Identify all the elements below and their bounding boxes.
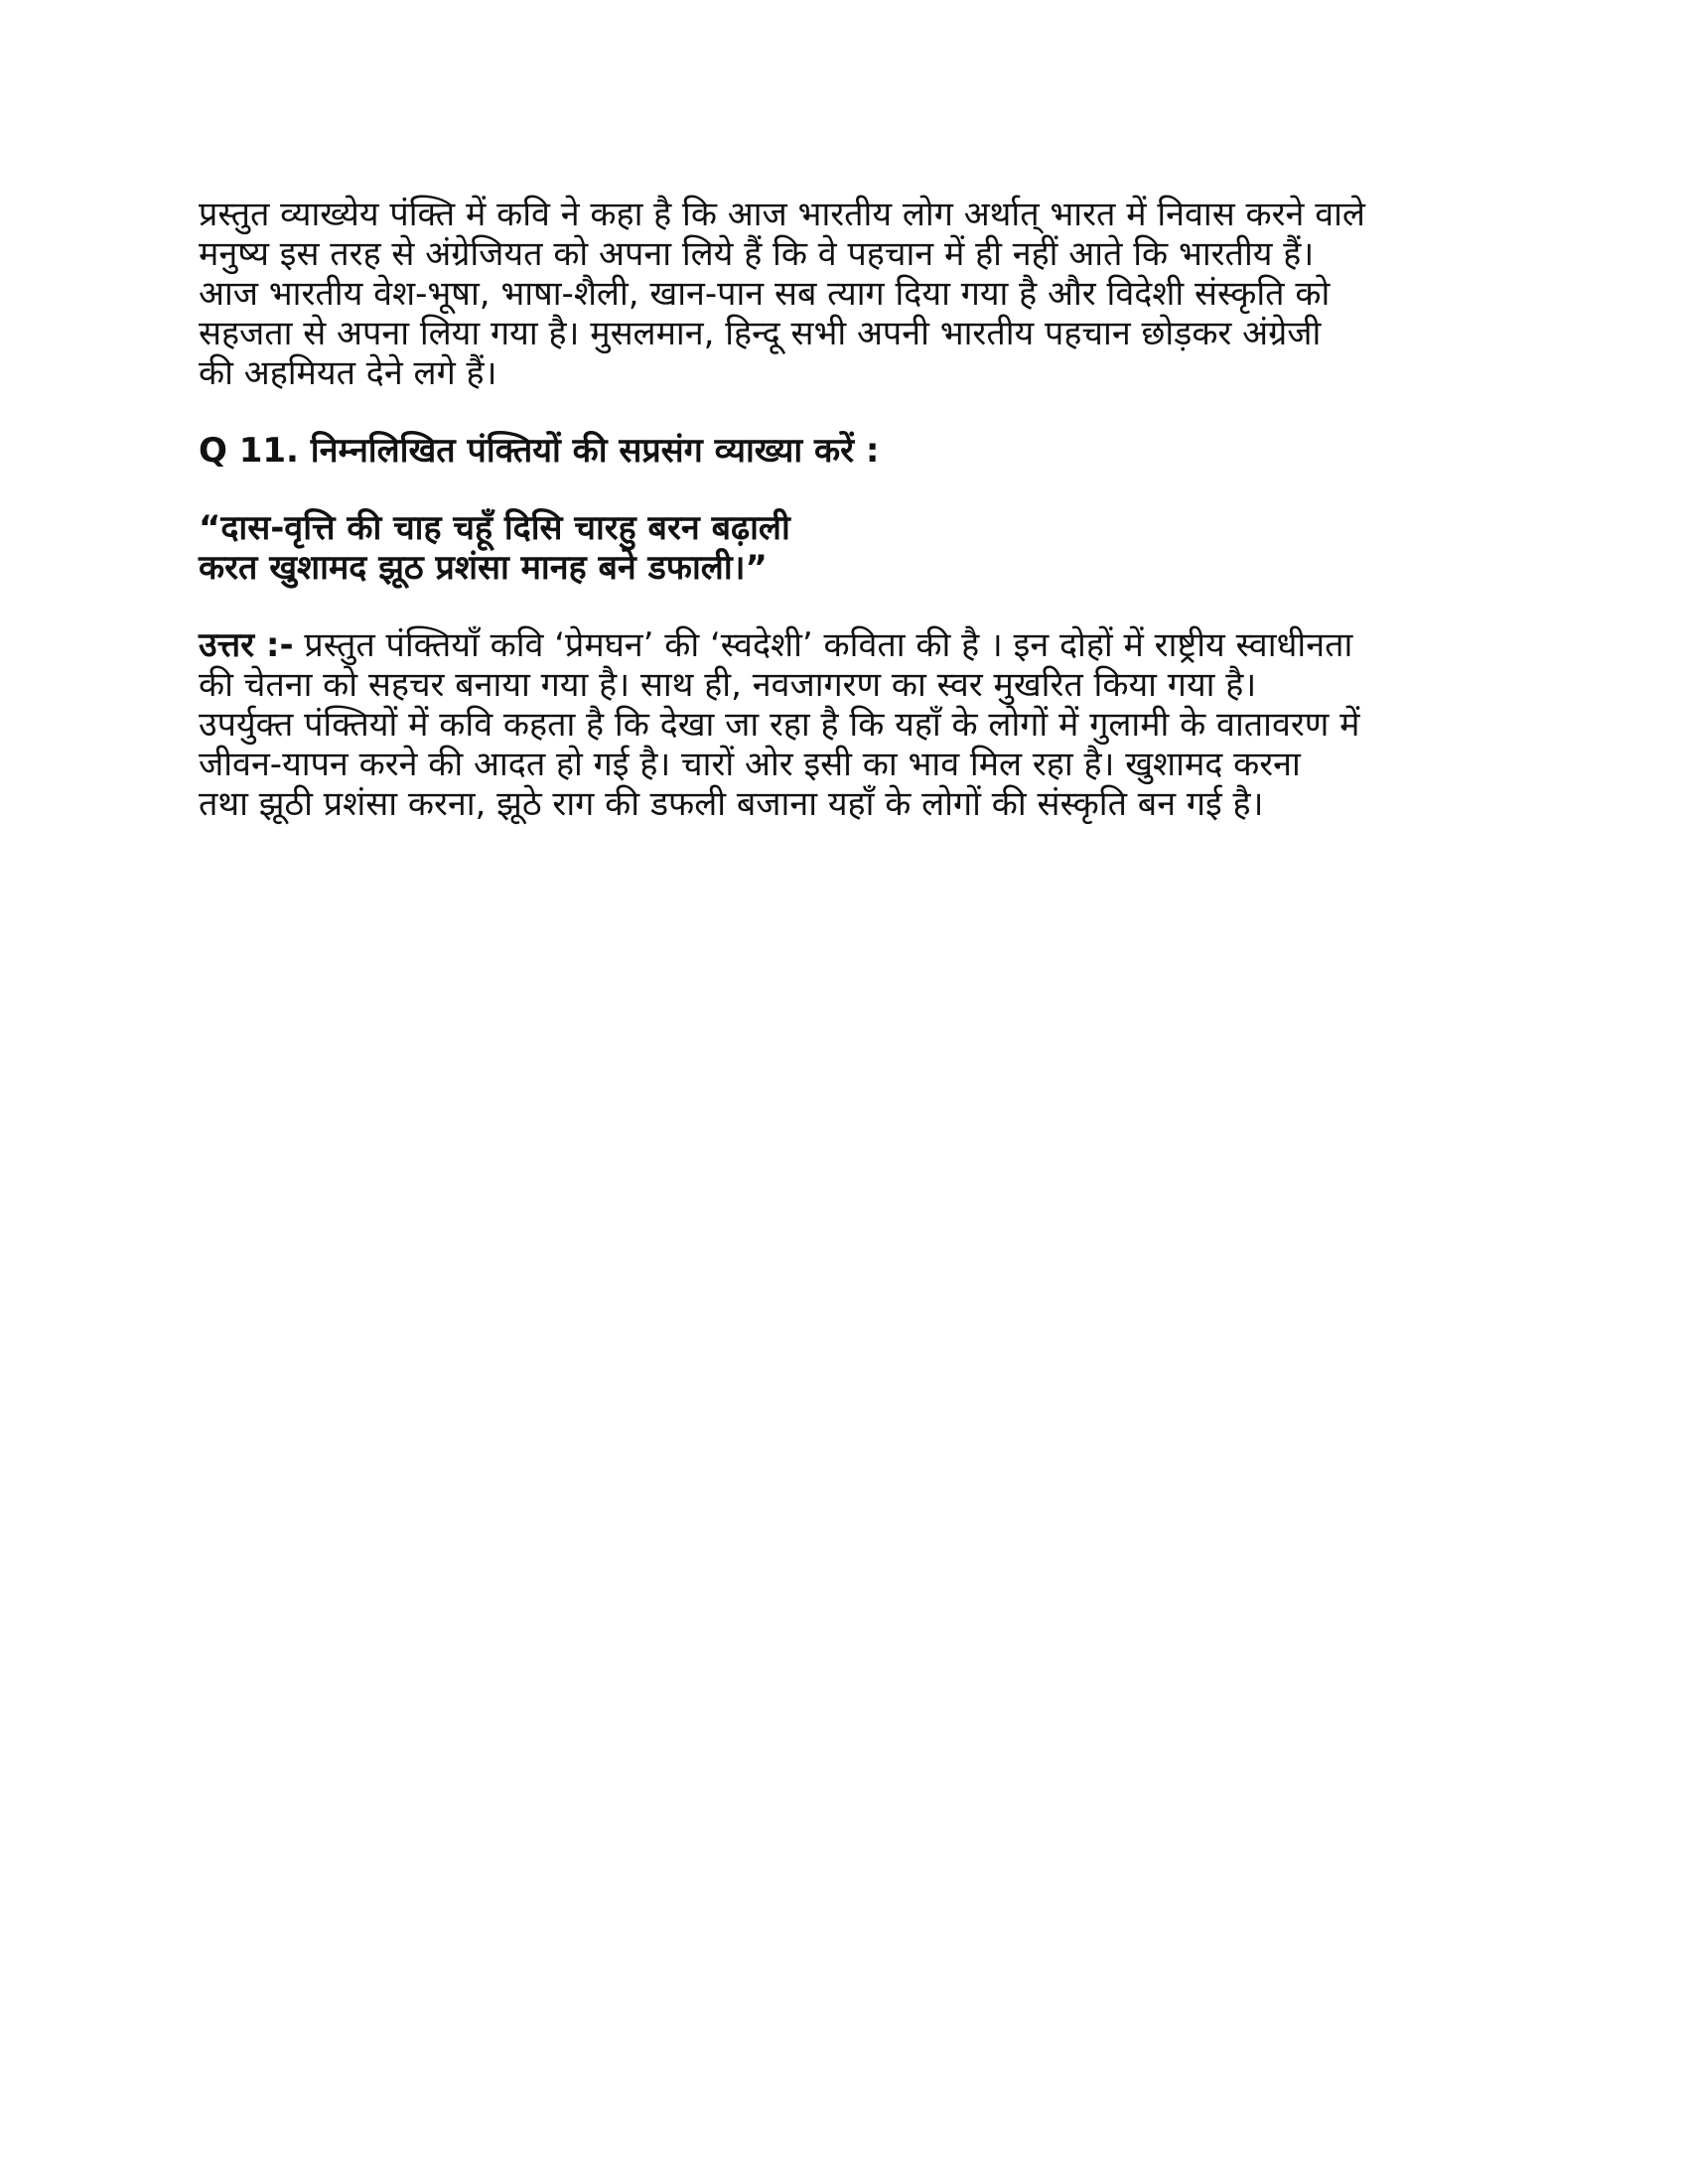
answer-line: उपर्युक्त पंक्तियों में कवि कहता है कि देखा जा रहा है कि यहाँ के लोगों में गुलामी के वातावरण में: [199, 705, 1360, 745]
intro-line: मनुष्य इस तरह से अंग्रेजियत को अपना लिये हैं कि वे पहचान में ही नहीं आते कि भारतीय हैं।: [199, 234, 1315, 274]
intro-line: की अहमियत देने लगे हैं।: [199, 353, 497, 393]
document-page: [199, 195, 1509, 824]
intro-line: सहजता से अपना लिया गया है। मुसलमान, हिन्दू सभी अपनी भारतीय पहचान छोड़कर अंग्रेजी: [199, 314, 1322, 353]
verse-line: “दास-वृत्ति की चाह चहूँ दिसि चारहु बरन बढ़ाली: [199, 508, 790, 548]
answer-line: जीवन-यापन करने की आदत हो गई है। चारों ओर इसी का भाव मिल रहा है। खुशामद करना: [199, 745, 1301, 784]
answer-line: की चेतना को सहचर बनाया गया है। साथ ही, नवजागरण का स्वर मुखरित किया गया है।: [199, 665, 1257, 705]
intro-line: प्रस्तुत व्याख्येय पंक्ति में कवि ने कहा है कि आज भारतीय लोग अर्थात् भारत में निवास करने वाले: [199, 195, 1365, 234]
question-heading: Q 11. निम्नलिखित पंक्तियों की सप्रसंग व्याख्या करें :: [199, 431, 880, 471]
answer-paragraph: [199, 625, 1509, 824]
quoted-verse: [199, 508, 1509, 588]
answer-line: तथा झूठी प्रशंसा करना, झूठे राग की डफली बजाना यहाँ के लोगों की संस्कृति बन गई है।: [199, 784, 1264, 824]
verse-line: करत खुशामद झूठ प्रशंसा मानह बने डफाली।”: [199, 548, 768, 588]
answer-label: उत्तर :-: [199, 625, 294, 665]
answer-line: [199, 625, 1509, 665]
answer-first-line-text: प्रस्तुत पंक्तियाँ कवि ‘प्रेमघन’ की ‘स्वदेशी’ कविता की है । इन दोहों में राष्ट्रीय स्वाधीनता: [293, 625, 1353, 665]
intro-paragraph: [199, 195, 1509, 393]
intro-line: आज भारतीय वेश-भूषा, भाषा-शैली, खान-पान सब त्याग दिया गया है और विदेशी संस्कृति को: [199, 274, 1331, 314]
